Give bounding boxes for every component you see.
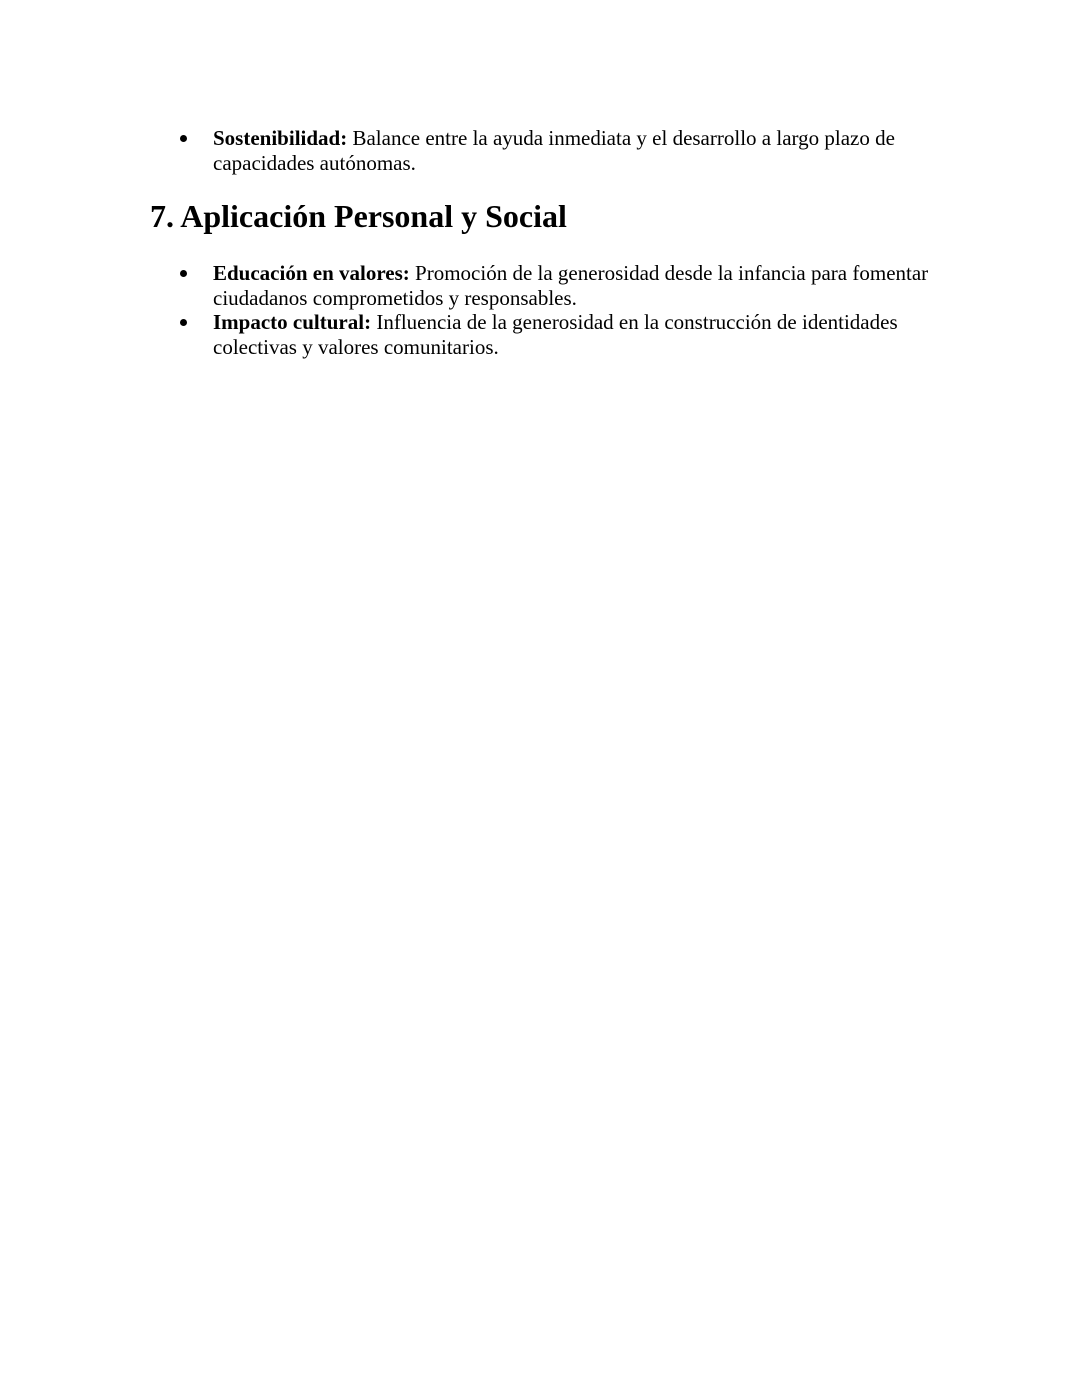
bullet-icon [180, 319, 187, 326]
bullet-list [213, 126, 933, 175]
list-item [213, 310, 933, 359]
item-term: Impacto cultural: [213, 310, 372, 334]
bullet-list [213, 261, 933, 359]
section-heading: 7. Aplicación Personal y Social [150, 198, 567, 234]
list-item [213, 261, 933, 310]
item-text: Influencia de la generosidad en la construcción de identidades colectivas y valores comunitarios. [213, 310, 898, 359]
bullet-icon [180, 135, 187, 142]
item-term: Sostenibilidad: [213, 126, 348, 150]
bullet-icon [180, 270, 187, 277]
item-text: Balance entre la ayuda inmediata y el desarrollo a largo plazo de capacidades autónomas. [213, 126, 895, 175]
item-text: Promoción de la generosidad desde la infancia para fomentar ciudadanos comprometidos y responsables. [213, 261, 929, 310]
list-item [213, 126, 933, 175]
item-term: Educación en valores: [213, 261, 410, 285]
